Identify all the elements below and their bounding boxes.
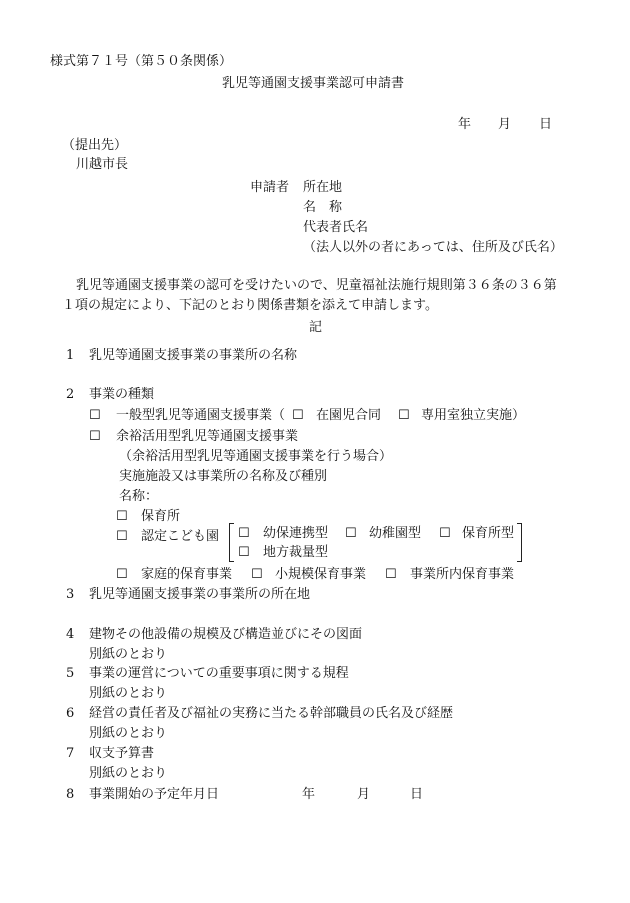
- item-7-sub: 別紙のとおり: [89, 766, 168, 781]
- item-8-year-label: 年: [302, 787, 316, 802]
- checkbox-youho[interactable]: ☐: [238, 526, 250, 541]
- recipient: 川越市長: [76, 157, 129, 172]
- item-4-sub: 別紙のとおり: [89, 647, 168, 662]
- chiho-label: 地方裁量型: [263, 545, 329, 560]
- date-day-label: 日: [539, 117, 553, 132]
- body-paragraph-line1: 乳児等通園支援事業の認可を受けたいので、児童福祉法施行規則第３６条の３６第: [76, 278, 557, 293]
- ki-heading: 記: [309, 320, 323, 335]
- item-1-text: 乳児等通園支援事業の事業所の名称: [89, 348, 298, 363]
- hoikusho-label: 保育所: [141, 509, 181, 524]
- item-2-text: 事業の種類: [89, 387, 155, 402]
- applicant-label: 申請者: [250, 180, 290, 195]
- recipient-label: （提出先）: [62, 138, 128, 153]
- item-3-number: 3: [66, 587, 75, 602]
- katei-label: 家庭的保育事業: [141, 567, 233, 582]
- bracket-left: [229, 523, 234, 562]
- facility-label: 実施施設又は事業所の名称及び種別: [119, 469, 328, 484]
- item-4-text: 建物その他設備の規模及び構造並びにその図面: [89, 627, 363, 642]
- page-title: 乳児等通園支援事業認可申請書: [222, 76, 405, 91]
- surplus-type-label: 余裕活用型乳児等通園支援事業: [116, 429, 299, 444]
- shokibo-label: 小規模保育事業: [275, 567, 367, 582]
- item-3-text: 乳児等通園支援事業の事業所の所在地: [89, 587, 311, 602]
- checkbox-shokibo[interactable]: ☐: [251, 567, 263, 582]
- youho-label: 幼保連携型: [263, 526, 329, 541]
- bracket-right: [517, 523, 522, 562]
- item-8-text: 事業開始の予定年月日: [89, 787, 220, 802]
- checkbox-general[interactable]: ☐: [89, 408, 101, 423]
- item-5-text: 事業の運営についての重要事項に関する規程: [89, 666, 349, 681]
- checkbox-youchien[interactable]: ☐: [345, 526, 357, 541]
- item-5-sub: 別紙のとおり: [89, 686, 168, 701]
- checkbox-hoikusho[interactable]: ☐: [116, 509, 128, 524]
- item-1-number: 1: [66, 348, 75, 363]
- item-8-number: 8: [66, 787, 75, 802]
- facility-name-label: 名称：: [119, 489, 159, 504]
- checkbox-katei[interactable]: ☐: [116, 567, 128, 582]
- item-8-day-label: 日: [410, 787, 424, 802]
- applicant-name-label: 名 称: [303, 200, 343, 215]
- checkbox-dedicated[interactable]: ☐: [398, 408, 410, 423]
- applicant-representative-label: 代表者氏名: [303, 220, 369, 235]
- date-month-label: 月: [498, 117, 512, 132]
- checkbox-in-nursery[interactable]: ☐: [292, 408, 304, 423]
- applicant-note: （法人以外の者にあっては、住所及び氏名）: [303, 240, 563, 255]
- checkbox-hoikusho-type[interactable]: ☐: [439, 526, 451, 541]
- item-8-month-label: 月: [357, 787, 371, 802]
- item-7-text: 収支予算書: [89, 746, 155, 761]
- item-6-sub: 別紙のとおり: [89, 726, 168, 741]
- hoikusho-type-label: 保育所型: [462, 526, 515, 541]
- checkbox-nintei[interactable]: ☐: [116, 529, 128, 544]
- item-7-number: 7: [66, 746, 75, 761]
- nintei-label: 認定こども園: [141, 529, 220, 544]
- applicant-address-label: 所在地: [303, 180, 343, 195]
- form-number: 様式第７１号（第５０条関係）: [50, 54, 233, 69]
- body-paragraph-line2: １項の規定により、下記のとおり関係書類を添えて申請します。: [62, 298, 438, 313]
- youchien-label: 幼稚園型: [369, 526, 422, 541]
- jigyosho-label: 事業所内保育事業: [410, 567, 515, 582]
- item-4-number: 4: [66, 627, 75, 642]
- date-year-label: 年: [458, 117, 472, 132]
- general-type-label: 一般型乳児等通園支援事業（: [116, 408, 286, 423]
- checkbox-jigyosho[interactable]: ☐: [385, 567, 397, 582]
- item-6-number: 6: [66, 706, 75, 721]
- checkbox-chiho[interactable]: ☐: [238, 545, 250, 560]
- in-nursery-label: 在園児合同: [316, 408, 382, 423]
- item-2-number: 2: [66, 387, 75, 402]
- dedicated-label: 専用室独立実施）: [421, 408, 526, 423]
- item-6-text: 経営の責任者及び福祉の実務に当たる幹部職員の氏名及び経歴: [89, 706, 454, 721]
- surplus-note: （余裕活用型乳児等通園支援事業を行う場合）: [119, 449, 393, 464]
- checkbox-surplus[interactable]: ☐: [89, 429, 101, 444]
- item-5-number: 5: [66, 666, 75, 681]
